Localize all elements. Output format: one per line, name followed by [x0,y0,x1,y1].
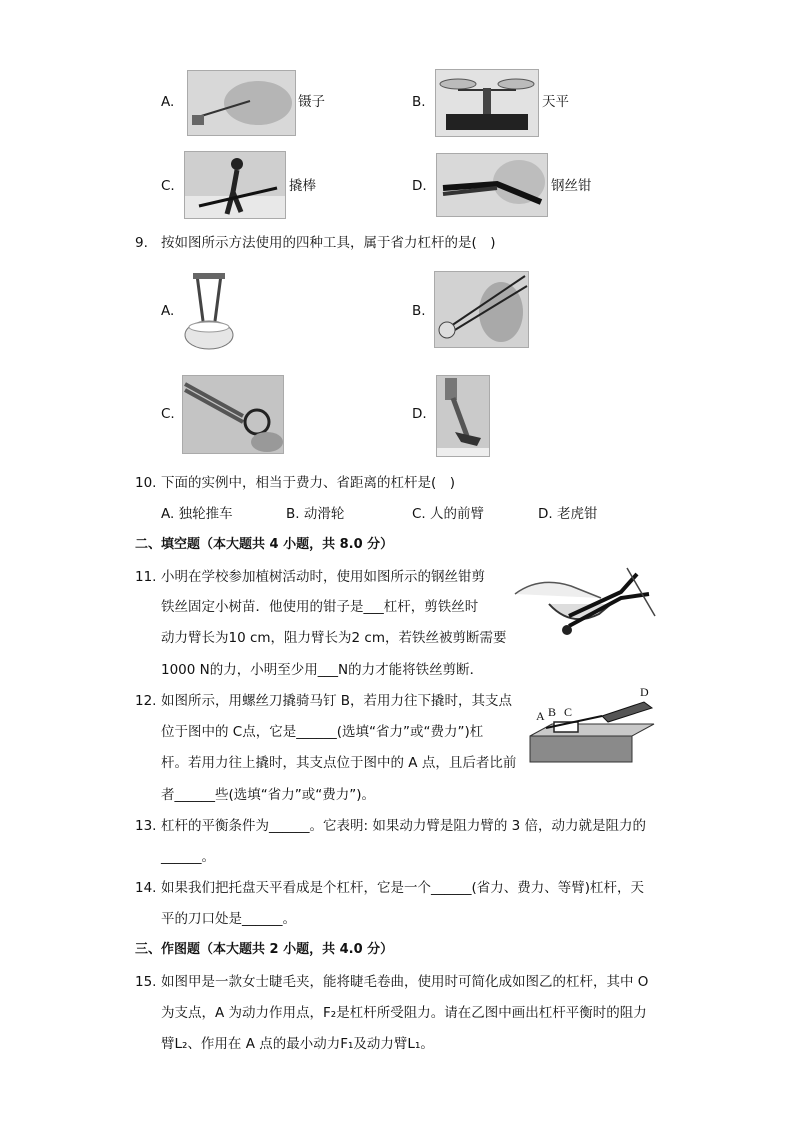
q12-line-3: 杆。若用力往上撬时，其支点位于图中的 A 点，且后者比前 [161,755,517,771]
q13-line-2: ______。 [161,849,215,865]
hammer-image [436,375,490,457]
section-2-heading: 二、填空题（本大题共 4 小题，共 8.0 分） [135,537,394,552]
q10-option-a: A. 独轮推车 [161,506,233,522]
q13-number: 13. [135,818,157,834]
q12-line-1: 如图所示，用螺丝刀撬骑马钉 B，若用力往下撬时，其支点 [161,693,513,709]
q8-option-b-label: 天平 [542,94,569,110]
q14-number: 14. [135,880,157,896]
q9-stem: 按如图所示方法使用的四种工具，属于省力杠杆的是( ) [161,235,496,251]
q10-option-b: B. 动滑轮 [286,506,345,522]
tweezers-image [187,70,296,136]
q15-line-3: 臂L₂、作用在 A 点的最小动力F₁及动力臂L₁。 [161,1036,434,1052]
q8-option-c-letter: C. [161,178,175,194]
q8-option-d-label: 钢丝钳 [551,178,592,194]
pliers-image [436,153,548,217]
q8-option-d-letter: D. [412,178,427,194]
label-c: C [564,705,573,719]
label-a: A [536,709,545,723]
q14-line-2: 平的刀口处是______。 [161,911,296,927]
q13-line-1: 杠杆的平衡条件为______。它表明: 如果动力臂是阻力臂的 3 倍，动力就是阻力的 [161,818,647,834]
q10-number: 10. [135,475,157,491]
q14-line-1: 如果我们把托盘天平看成是个杠杆，它是一个______(省力、费力、等臂)杠杆，天 [161,880,645,896]
q9-number: 9. [135,235,148,251]
scissors-image [182,375,284,454]
screwdriver-staple-figure [526,686,661,764]
wire-cutting-pliers-figure [509,564,659,644]
crowbar-image [184,151,286,219]
q15-line-1: 如图甲是一款女士睫毛夹，能将睫毛卷曲，使用时可简化成如图乙的杠杆，其中 O [161,974,649,990]
q10-option-d: D. 老虎钳 [538,506,598,522]
q11-line-3: 动力臂长为10 cm，阻力臂长为2 cm，若铁丝被剪断需要 [161,630,507,646]
nutcracker-image [183,271,235,352]
q8-option-b-letter: B. [412,94,426,110]
q8-option-a-label: 镊子 [298,94,325,110]
q15-line-2: 为支点，A 为动力作用点，F₂是杠杆所受阻力。请在乙图中画出杠杆平衡时的阻力 [161,1005,647,1021]
balance-scale-image [435,69,539,137]
q12-line-2: 位于图中的 C点，它是______(选填“省力”或“费力”)杠 [161,724,484,740]
q8-option-a-letter: A. [161,94,175,110]
q8-option-c-label: 撬棒 [289,178,316,194]
section-3-heading: 三、作图题（本大题共 2 小题，共 4.0 分） [135,942,394,957]
chopsticks-image [434,271,529,348]
q11-number: 11. [135,569,157,585]
q11-line-2: 铁丝固定小树苗．他使用的钳子是___杠杆，剪铁丝时 [161,599,479,615]
q9-option-b: B. [412,303,426,319]
q9-option-c: C. [161,406,175,422]
label-d: D [640,685,649,699]
q11-line-1: 小明在学校参加植树活动时，使用如图所示的钢丝钳剪 [161,569,485,585]
q15-number: 15. [135,974,157,990]
q12-line-4: 者______些(选填“省力”或“费力”)。 [161,787,376,803]
q10-option-c: C. 人的前臂 [412,506,485,522]
q10-stem: 下面的实例中，相当于费力、省距离的杠杆是( ) [161,475,456,491]
q11-line-4: 1000 N的力，小明至少用___N的力才能将铁丝剪断． [161,662,484,678]
q9-option-d: D. [412,406,427,422]
q9-option-a: A. [161,303,175,319]
label-b: B [548,705,557,719]
q12-number: 12. [135,693,157,709]
